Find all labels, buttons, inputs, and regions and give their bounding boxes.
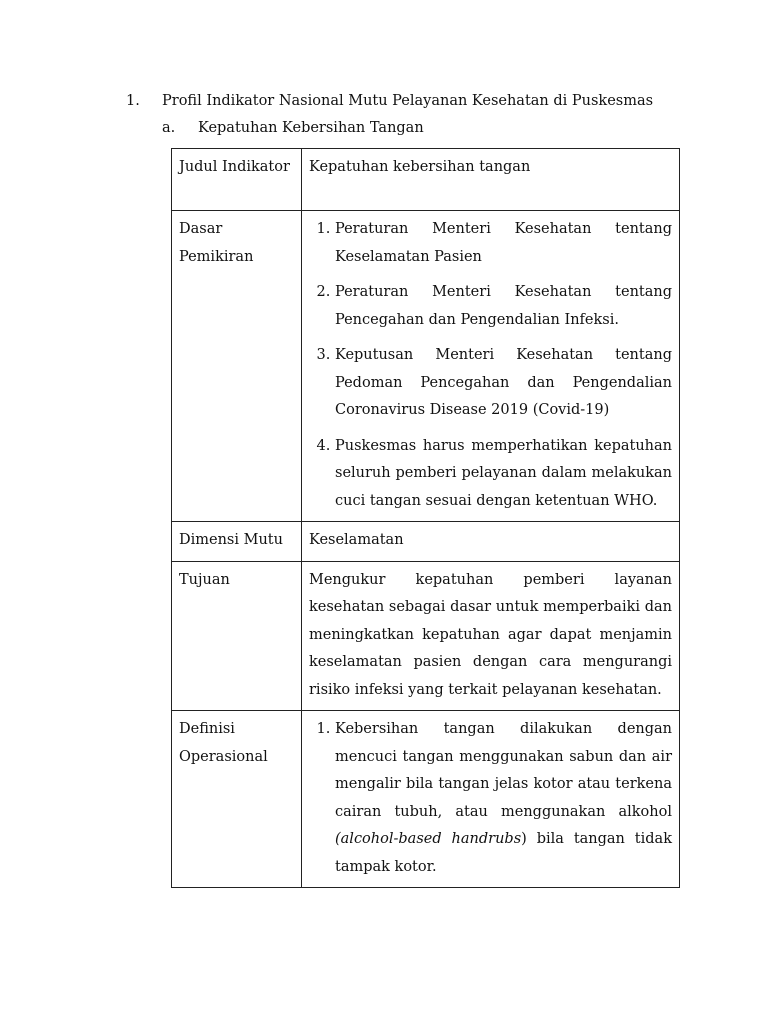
definisi-text-end: ) bila tangan tidak tampak kotor.: [335, 831, 672, 875]
row-judul-indikator: [172, 149, 680, 211]
indicator-profile-table: [171, 148, 680, 888]
row-dimensi-mutu: [172, 522, 680, 562]
value-dasar-pemikiran: [302, 211, 680, 522]
value-definisi-operasional: [302, 711, 680, 888]
dasar-item-4: 4. Puskesmas harus memperhatikan kepatuhan seluruh pemberi pelayanan dalam melakukan cuci tangan sesuai dengan ketentuan WHO.: [335, 433, 672, 516]
subsection-title: Kepatuhan Kebersihan Tangan: [198, 120, 424, 136]
value-dimensi-mutu: Keselamatan: [302, 522, 680, 562]
row-definisi-operasional: [172, 711, 680, 888]
dasar-item-1: 1. Peraturan Menteri Kesehatan tentang Keselamatan Pasien: [335, 216, 672, 271]
dasar-pemikiran-list: [309, 216, 672, 515]
label-dasar-pemikiran: Dasar Pemikiran: [172, 211, 302, 522]
value-tujuan: Mengukur kepatuhan pemberi layanan kesehatan sebagai dasar untuk memperbaiki dan meningkatkan kepatuhan agar dapat menjamin keselamatan pasien dengan cara mengurangi risiko infeksi yang terkait pelayanan kesehatan.: [302, 561, 680, 711]
definisi-item-1: [335, 716, 672, 881]
label-tujuan: Tujuan: [172, 561, 302, 711]
section-title: Profil Indikator Nasional Mutu Pelayanan Kesehatan di Puskesmas: [162, 93, 654, 109]
subsection-letter: a.: [162, 120, 176, 136]
value-judul-indikator: Kepatuhan kebersihan tangan: [302, 149, 680, 211]
label-definisi-operasional: Definisi Operasional: [172, 711, 302, 888]
definisi-text-italic: (alcohol-based handrubs: [335, 831, 522, 847]
row-tujuan: [172, 561, 680, 711]
label-dimensi-mutu: Dimensi Mutu: [172, 522, 302, 562]
definisi-list: [309, 716, 672, 881]
dasar-item-3: 3. Keputusan Menteri Kesehatan tentang Pedoman Pencegahan dan Pengendalian Coronavirus Disease 2019 (Covid-19): [335, 342, 672, 425]
label-judul-indikator: Judul Indikator: [172, 149, 302, 211]
definisi-text-main: Kebersihan tangan dilakukan dengan mencuci tangan menggunakan sabun dan air mengalir bila tangan jelas kotor atau terkena cairan tubuh, atau menggunakan alkohol: [335, 721, 672, 820]
dasar-item-2: 2. Peraturan Menteri Kesehatan tentang Pencegahan dan Pengendalian Infeksi.: [335, 279, 672, 334]
section-number: 1.: [126, 93, 140, 109]
row-dasar-pemikiran: [172, 211, 680, 522]
